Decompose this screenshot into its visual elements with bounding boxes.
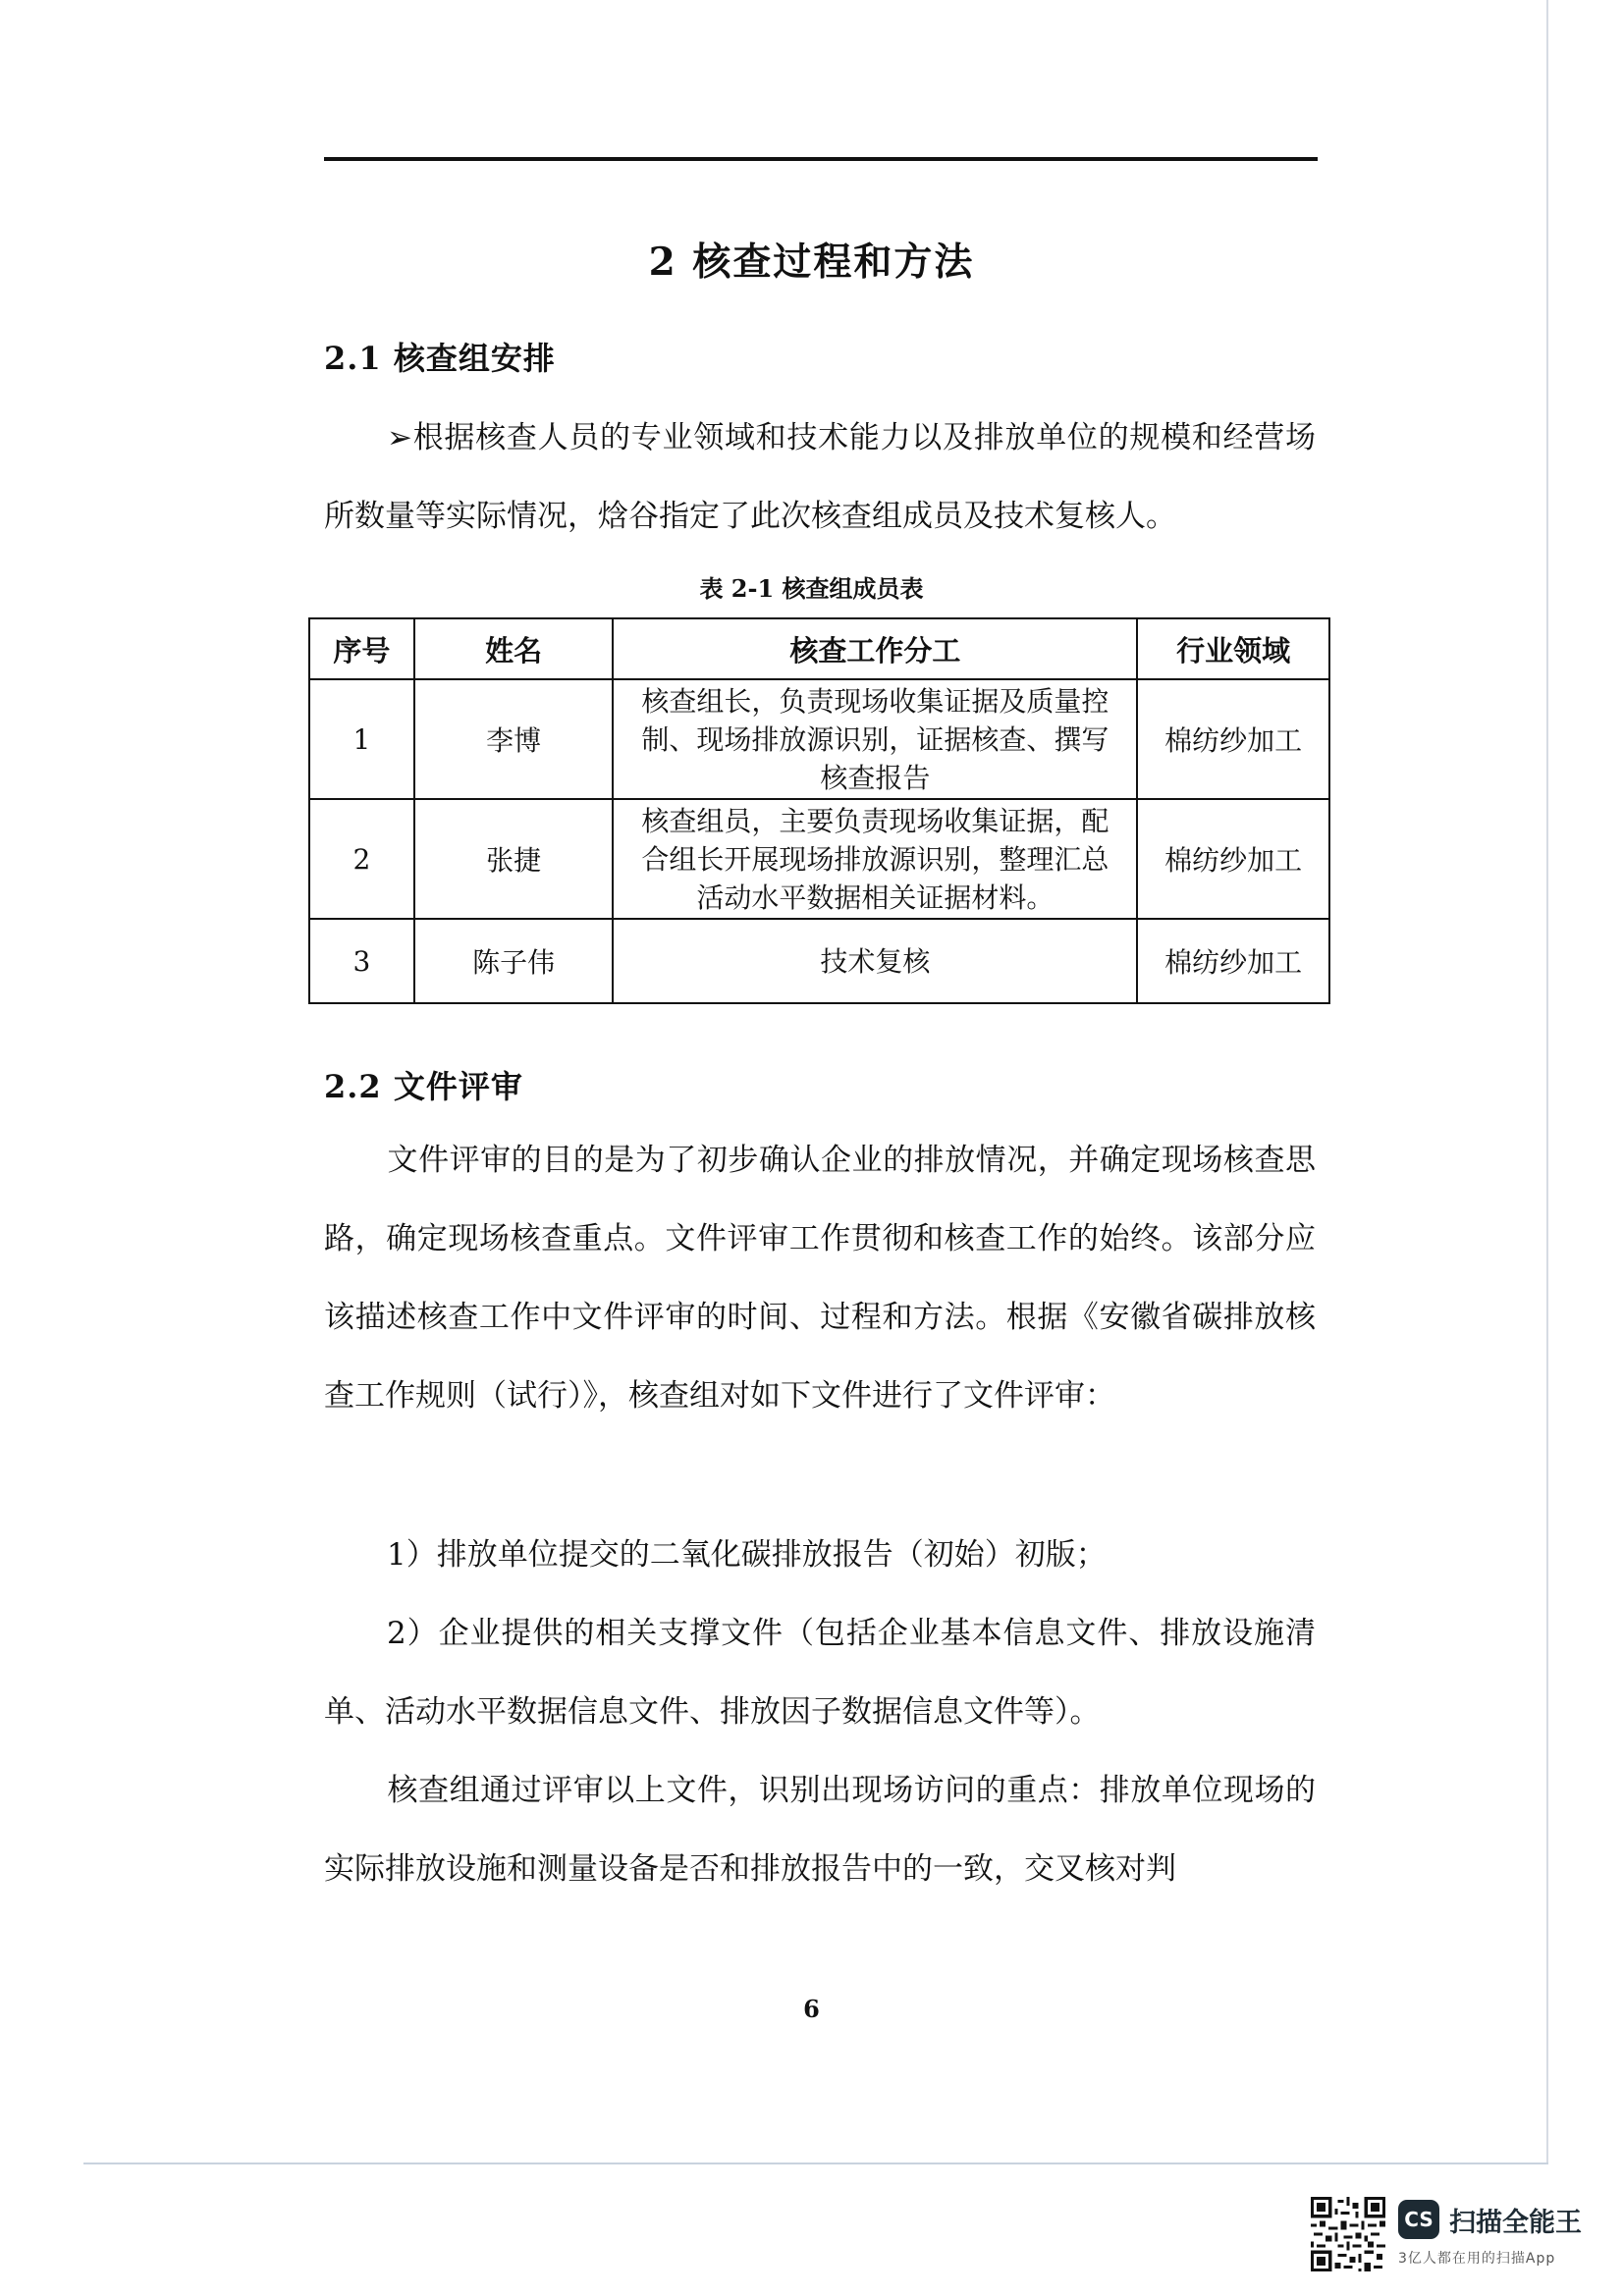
table-row [309,919,1329,1003]
watermark-title: 扫描全能王 [1449,2208,1582,2238]
scan-edge-bottom [83,2163,1548,2164]
cell-name: 李博 [414,679,614,799]
table-caption: 表 2-1 核查组成员表 [699,574,924,603]
table-header-row [309,618,1329,679]
section-heading-2-1: 2.1 核查组安排 [324,340,556,377]
cell-no: 2 [309,799,414,919]
header-no: 序号 [309,618,414,679]
cell-work: 核查组长，负责现场收集证据及质量控制、现场排放源识别，证据核查、撰写核查报告 [613,679,1137,799]
cell-field: 棉纺纱加工 [1137,919,1329,1003]
table-row [309,679,1329,799]
header-work: 核查工作分工 [613,618,1137,679]
page-number: 6 [803,1995,820,2023]
paragraph-team-arrangement [324,399,1316,556]
table-row [309,799,1329,919]
list-item-text: 2）企业提供的相关支撑文件（包括企业基本信息文件、排放设施清单、活动水平数据信息文件、排放因子数据信息文件等）。 [324,1616,1316,1730]
scan-edge-right [1546,0,1548,2164]
paragraph-document-review [324,1121,1316,1435]
paragraph-key-points [324,1751,1316,1908]
list-item-text: 1）排放单位提交的二氧化碳排放报告（初始）初版； [387,1537,1107,1573]
cell-no: 1 [309,679,414,799]
cell-name: 张捷 [414,799,614,919]
header-rule [324,157,1318,161]
header-field: 行业领域 [1137,618,1329,679]
paragraph-text: 核查组通过评审以上文件，识别出现场访问的重点：排放单位现场的实际排放设施和测量设备是否和排放报告中的一致，交叉核对判 [324,1773,1316,1887]
cell-work: 技术复核 [613,919,1137,1003]
list-item-1 [324,1516,1316,1594]
paragraph-text: ➢根据核查人员的专业领域和技术能力以及排放单位的规模和经营场所数量等实际情况，焓谷指定了此次核查组成员及技术复核人。 [324,420,1316,534]
header-name: 姓名 [414,618,614,679]
qr-code-icon [1311,2197,1385,2271]
list-item-2 [324,1594,1316,1751]
cell-name: 陈子伟 [414,919,614,1003]
camscanner-logo-icon: CS [1398,2200,1439,2239]
section-heading-2-2: 2.2 文件评审 [324,1068,523,1105]
watermark-subtitle: 3亿人都在用的扫描App [1398,2251,1556,2267]
cell-field: 棉纺纱加工 [1137,799,1329,919]
paragraph-text: 文件评审的目的是为了初步确认企业的排放情况，并确定现场核查思路，确定现场核查重点。文件评审工作贯彻和核查工作的始终。该部分应该描述核查工作中文件评审的时间、过程和方法。根据《安徽省碳排放核查工作规则（试行）》，核查组对如下文件进行了文件评审： [324,1143,1316,1414]
cell-field: 棉纺纱加工 [1137,679,1329,799]
cell-work: 核查组员，主要负责现场收集证据，配合组长开展现场排放源识别，整理汇总活动水平数据相关证据材料。 [613,799,1137,919]
cell-no: 3 [309,919,414,1003]
chapter-title: 2 核查过程和方法 [648,240,975,285]
team-members-table [308,617,1330,1004]
